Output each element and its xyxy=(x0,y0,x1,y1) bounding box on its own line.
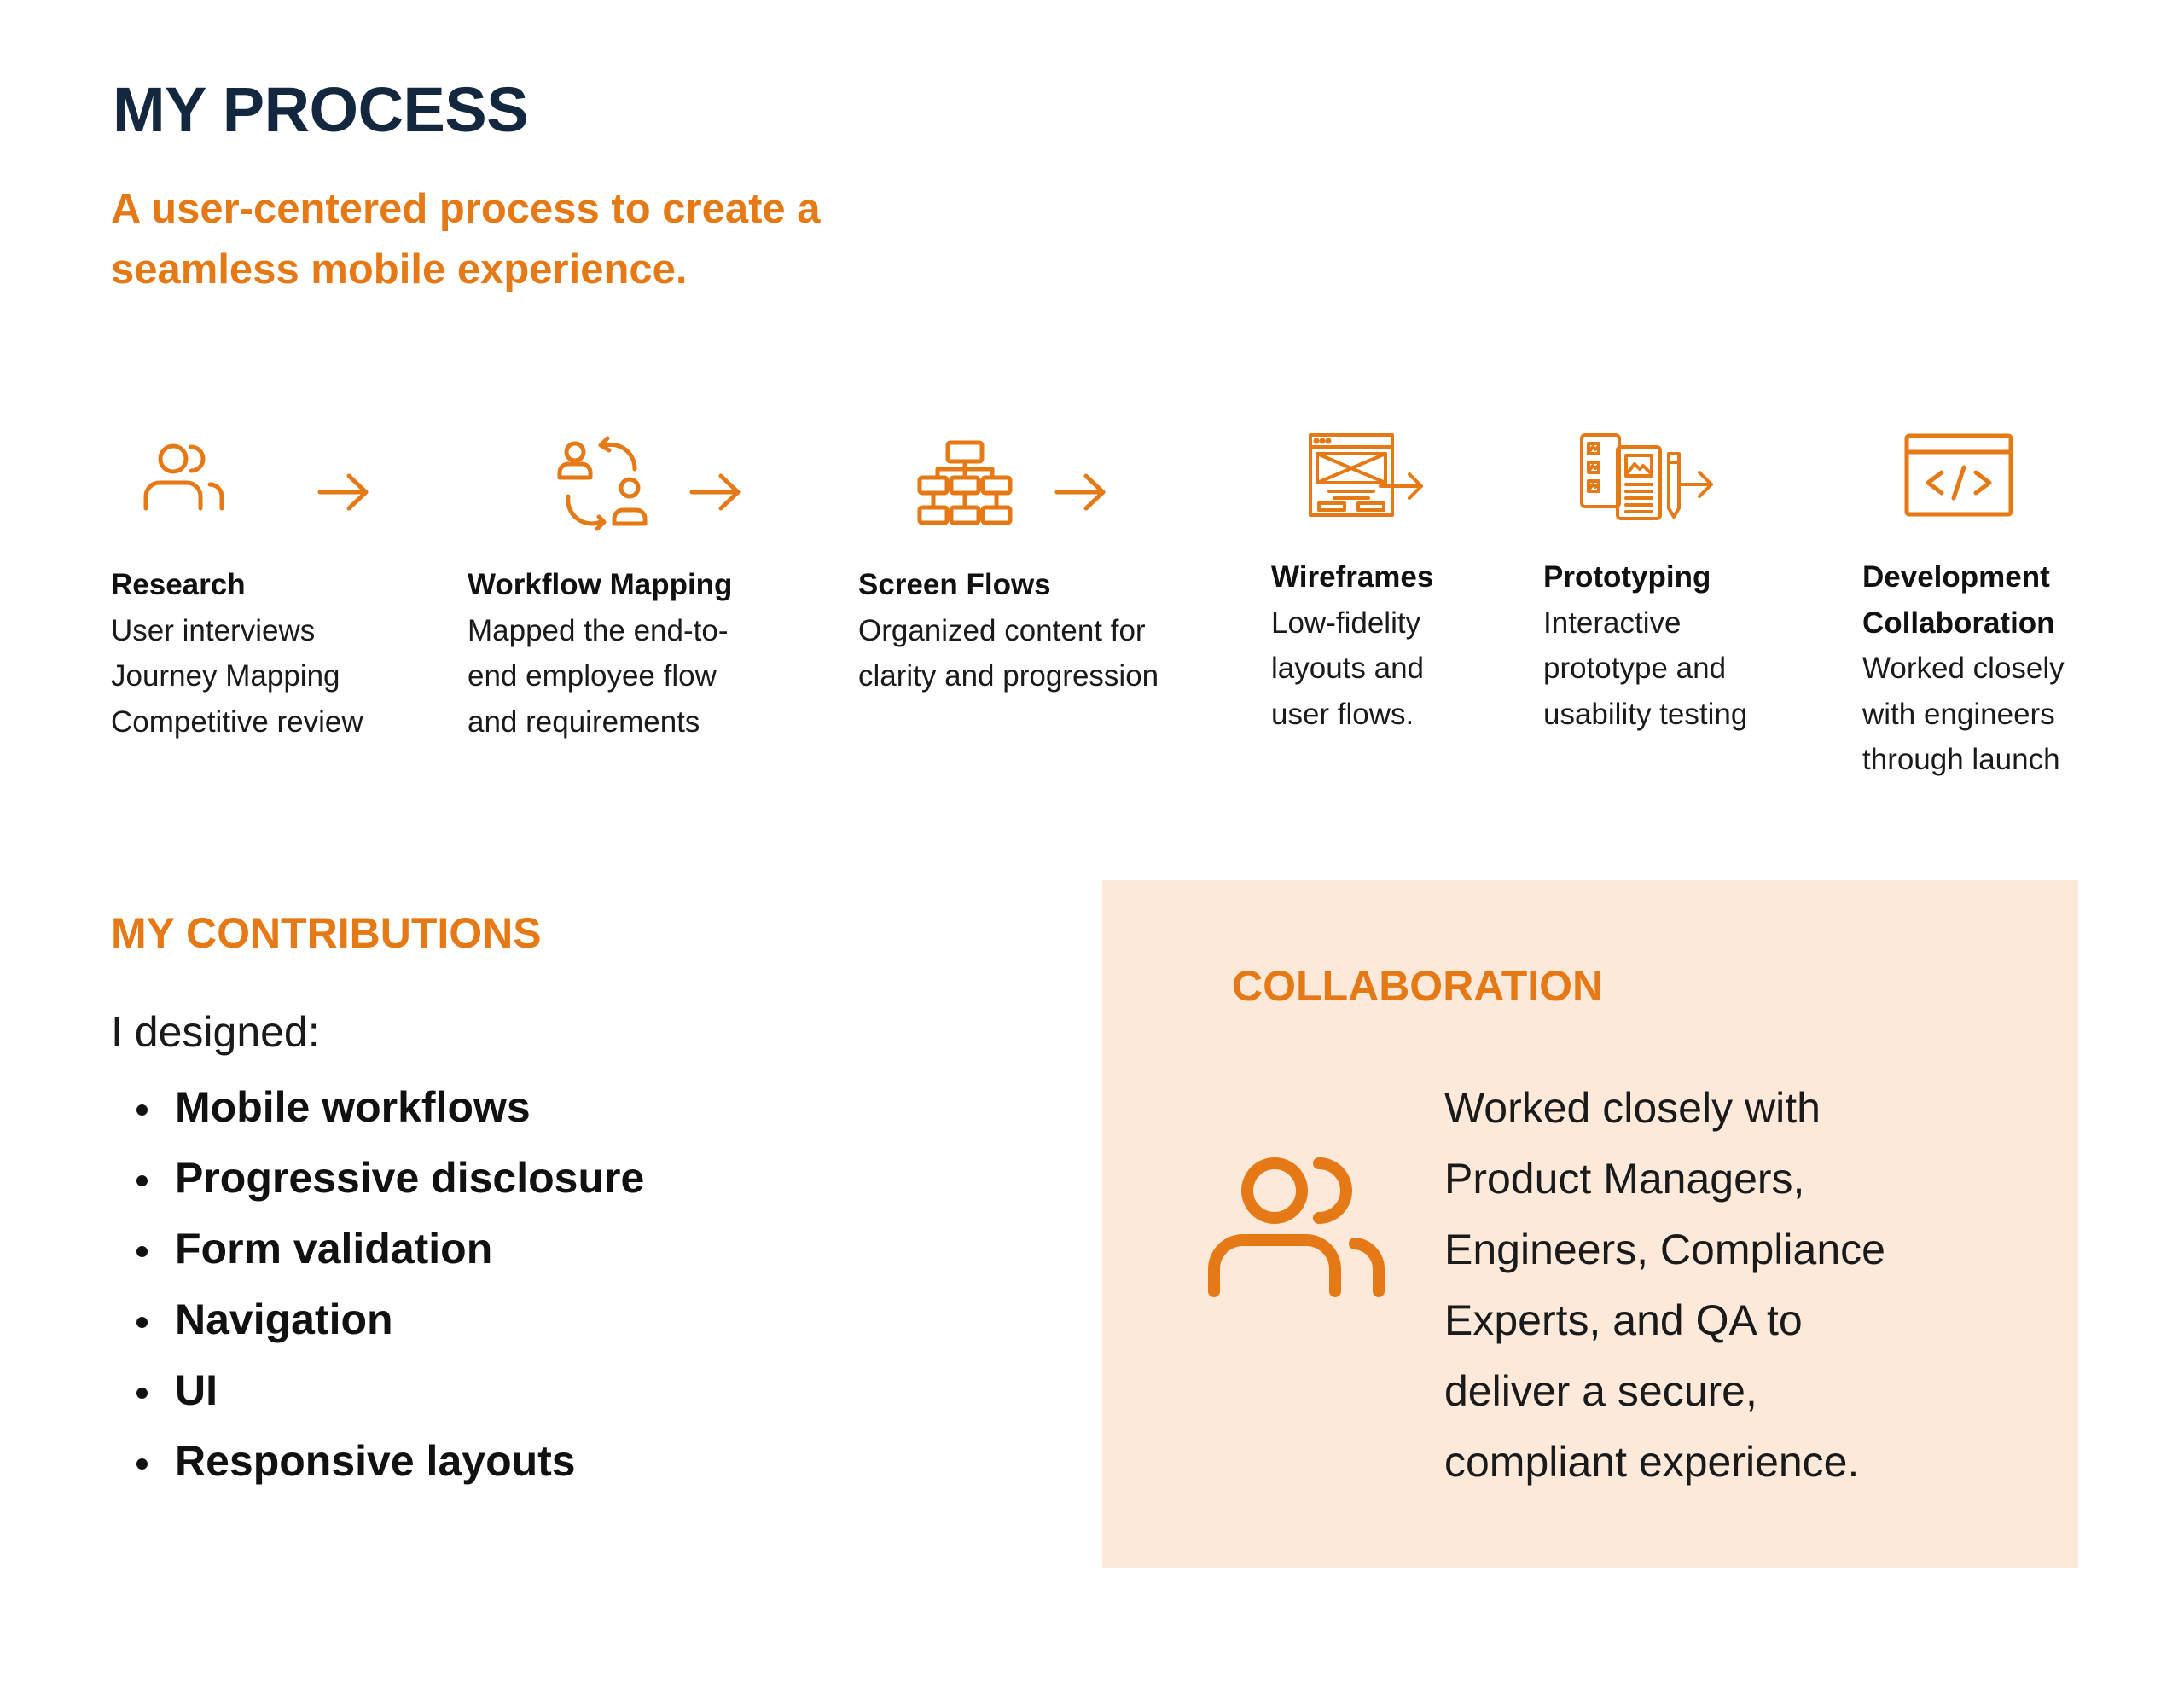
list-item: Form validation xyxy=(136,1214,644,1284)
arrow-right-icon xyxy=(317,473,370,511)
workflow-exchange-icon xyxy=(556,440,650,525)
step-description: Interactive xyxy=(1543,606,1682,640)
step-prototyping xyxy=(1543,554,1747,737)
step-title: Wireframes xyxy=(1271,560,1434,594)
step-description: Mapped the end-to- xyxy=(468,613,729,647)
users-icon xyxy=(142,440,227,512)
page-title: MY PROCESS xyxy=(113,74,529,145)
list-item: Mobile workflows xyxy=(136,1072,644,1143)
step-title: Screen Flows xyxy=(858,568,1051,601)
contributions-list xyxy=(136,1072,644,1497)
step-description: with engineers xyxy=(1862,697,2055,731)
step-description: Competitive review xyxy=(111,704,363,739)
page-subtitle xyxy=(111,179,930,300)
subtitle-line: A user-centered process to create a xyxy=(111,186,821,232)
list-item: UI xyxy=(136,1355,644,1426)
step-description: end employee flow xyxy=(468,659,717,693)
collaboration-line: compliant experience. xyxy=(1444,1438,1860,1486)
step-description: layouts and xyxy=(1271,652,1425,685)
arrow-right-icon xyxy=(689,473,742,511)
step-research xyxy=(111,562,363,745)
contributions-intro: I designed: xyxy=(111,1008,320,1056)
subtitle-line: seamless mobile experience. xyxy=(111,246,688,293)
step-title: Prototyping xyxy=(1543,560,1711,594)
step-title: Research xyxy=(111,568,246,601)
step-description: through launch xyxy=(1862,743,2060,776)
collaboration-line: Experts, and QA to xyxy=(1444,1296,1803,1344)
step-title: Workflow Mapping xyxy=(468,568,733,601)
step-description: usability testing xyxy=(1543,697,1748,731)
step-description: Worked closely xyxy=(1862,652,2065,685)
step-title: Development xyxy=(1862,560,2050,594)
wireframe-icon xyxy=(1309,433,1428,519)
list-item: Progressive disclosure xyxy=(136,1143,644,1214)
collaboration-line: Product Managers, xyxy=(1444,1155,1805,1203)
collaboration-line: deliver a secure, xyxy=(1444,1367,1757,1415)
contributions-heading: MY CONTRIBUTIONS xyxy=(111,909,542,957)
users-icon xyxy=(1208,1153,1387,1298)
collaboration-line: Worked closely with xyxy=(1444,1084,1821,1132)
step-description: clarity and progression xyxy=(858,659,1159,693)
step-description: Journey Mapping xyxy=(111,659,340,693)
collaboration-line: Engineers, Compliance xyxy=(1444,1226,1885,1273)
collaboration-text xyxy=(1444,1073,2024,1498)
list-item: Navigation xyxy=(136,1284,644,1355)
prototype-icon xyxy=(1580,433,1716,520)
arrow-right-icon xyxy=(1054,473,1107,511)
step-development-collaboration xyxy=(1862,554,2065,783)
step-workflow-mapping xyxy=(468,562,732,745)
collaboration-panel xyxy=(1102,880,2078,1568)
step-title: Collaboration xyxy=(1862,606,2055,640)
code-window-icon xyxy=(1904,433,2013,517)
step-description: Organized content for xyxy=(858,613,1146,647)
step-description: User interviews xyxy=(111,613,316,647)
collaboration-heading: COLLABORATION xyxy=(1232,962,1604,1010)
step-screen-flows xyxy=(858,562,1159,699)
list-item: Responsive layouts xyxy=(136,1426,644,1497)
step-description: user flows. xyxy=(1271,697,1414,731)
step-description: Low-fidelity xyxy=(1271,606,1421,640)
step-description: and requirements xyxy=(468,704,700,739)
step-wireframes xyxy=(1271,554,1433,737)
sitemap-icon xyxy=(917,440,1013,525)
step-description: prototype and xyxy=(1543,652,1727,685)
